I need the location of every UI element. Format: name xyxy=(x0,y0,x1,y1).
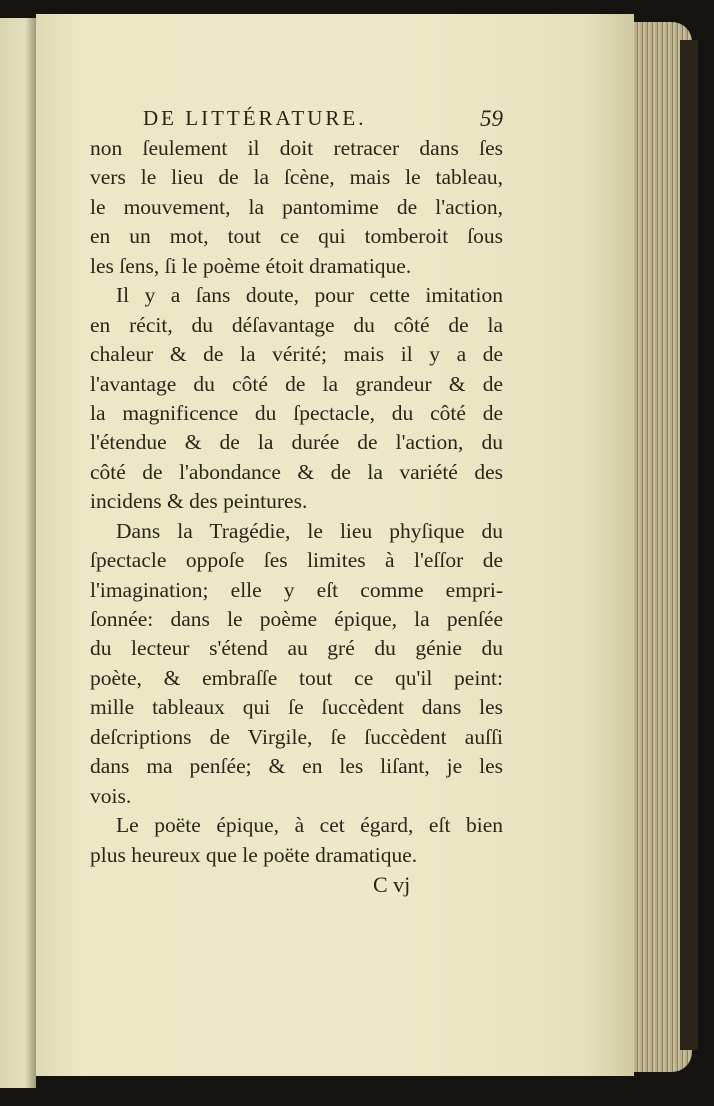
text-line: chaleur & de la vérité; mais il y a de xyxy=(90,342,503,367)
text-line: l'avantage du côté de la grandeur & de xyxy=(90,371,503,396)
facing-page-edge xyxy=(0,18,36,1088)
text-line: les ſens, ſi le poème étoit dramatique. xyxy=(90,253,412,278)
text-line: le mouvement, la pantomime de l'action, xyxy=(90,194,503,219)
text-line: en récit, du déſavantage du côté de la xyxy=(90,312,503,337)
text-line: l'imagination; elle y eſt comme empri- xyxy=(90,577,503,602)
text-line: Il y a ſans doute, pour cette imitation xyxy=(116,283,503,308)
text-line: non ſeulement il doit retracer dans ſes xyxy=(90,136,503,160)
text-line: Dans la Tragédie, le lieu phyſique du xyxy=(116,518,503,543)
text-line: du lecteur s'étend au gré du génie du xyxy=(90,636,503,661)
text-line: l'étendue & de la durée de l'action, du xyxy=(90,430,503,455)
text-line: ſpectacle oppoſe ſes limites à l'eſſor de xyxy=(90,548,503,573)
book-cover-edge xyxy=(680,40,698,1050)
text-line: poète, & embraſſe tout ce qu'il peint: xyxy=(90,665,503,690)
text-line: vers le lieu de la ſcène, mais le tableau, xyxy=(90,165,503,190)
text-line: en un mot, tout ce qui tomberoit ſous xyxy=(90,224,503,249)
text-line: mille tableaux qui ſe ſuccèdent dans les xyxy=(90,695,503,720)
body-text xyxy=(90,134,503,870)
running-header xyxy=(143,106,503,131)
text-line: Le poëte épique, à cet égard, eſt bien xyxy=(116,813,503,838)
text-line: plus heureux que le poëte dramatique. xyxy=(90,842,418,867)
text-line: vois. xyxy=(90,783,132,808)
text-line: côté de l'abondance & de la variété des xyxy=(90,459,503,484)
header-title: DE LITTÉRATURE. xyxy=(143,106,367,130)
text-line: la magnificence du ſpectacle, du côté de xyxy=(90,400,503,425)
page-number: 59 xyxy=(480,106,503,131)
signature-mark: C vj xyxy=(373,872,411,897)
text-line: incidens & des peintures. xyxy=(90,489,308,514)
text-line: deſcriptions de Virgile, ſe ſuccèdent auſſi xyxy=(90,724,503,749)
text-line: dans ma penſée; & en les liſant, je les xyxy=(90,754,503,779)
text-line: ſonnée: dans le poème épique, la penſée xyxy=(90,607,503,631)
